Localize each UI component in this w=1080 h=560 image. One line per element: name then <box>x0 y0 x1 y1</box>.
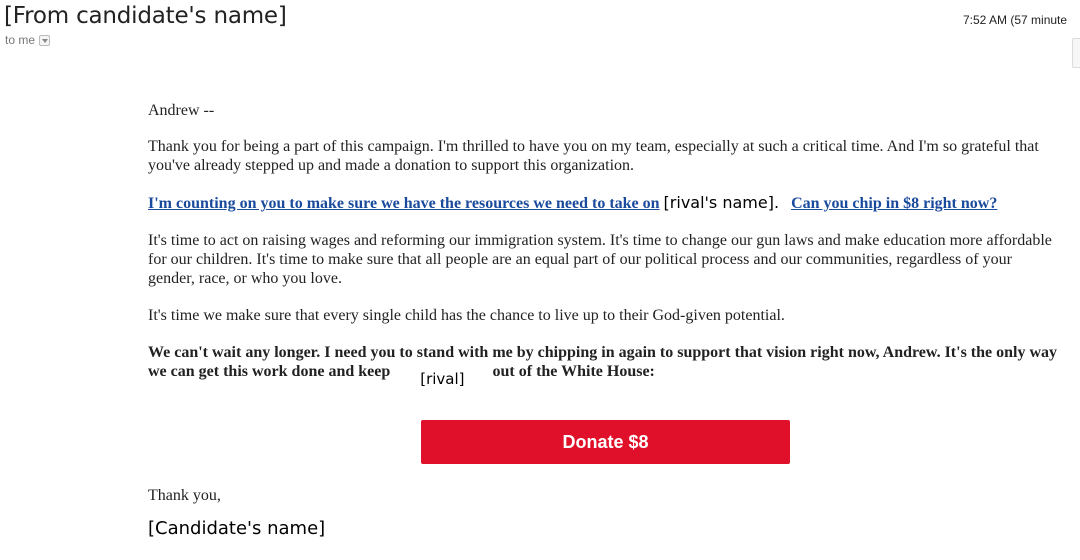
email-body <box>148 101 1058 399</box>
cta-paragraph <box>148 193 1058 213</box>
appeal-text-end: out of the White House: <box>492 363 655 380</box>
recipient-row <box>5 33 50 47</box>
recipient-label: to me <box>5 33 36 47</box>
details-dropdown-icon[interactable] <box>39 35 50 46</box>
reply-button-edge[interactable] <box>1072 38 1080 68</box>
rival-name-placeholder: [rival's name]. <box>663 193 780 212</box>
chip-in-link[interactable]: Can you chip in $8 right now? <box>791 195 998 212</box>
signature: [Candidate's name] <box>148 518 326 539</box>
timestamp: 7:52 AM (57 minute <box>963 13 1068 27</box>
body-paragraph-children: It's time we make sure that every single child has the chance to live up to their God-given potential. <box>148 307 785 324</box>
body-paragraph-appeal <box>148 343 1058 388</box>
signoff: Thank you, <box>148 487 221 504</box>
donate-button[interactable]: Donate $8 <box>421 420 790 464</box>
body-paragraph-issues: It's time to act on raising wages and reforming our immigration system. It's time to change our gun laws and make education more affordable for our children. It's time to make sure that all people are an equal part of our political process and our communities, regardless of your gender, race, or who you love. <box>148 232 1052 287</box>
rival-placeholder: [rival] <box>420 370 465 388</box>
appeal-text-start: We can't wait any longer. I need you to stand with me by chipping in again to support that vision right now, Andrew. It's the only way we can get this work done and keep <box>148 344 1058 380</box>
donate-container <box>421 420 790 464</box>
sender-name: [From candidate's name] <box>4 3 287 29</box>
greeting: Andrew -- <box>148 102 215 119</box>
resources-link[interactable]: I'm counting on you to make sure we have the resources we need to take on <box>148 195 660 212</box>
body-paragraph-thanks: Thank you for being a part of this campaign. I'm thrilled to have you on my team, especially at such a critical time. And I'm so grateful that you've already stepped up and made a donation to support this organization. <box>148 138 1039 174</box>
